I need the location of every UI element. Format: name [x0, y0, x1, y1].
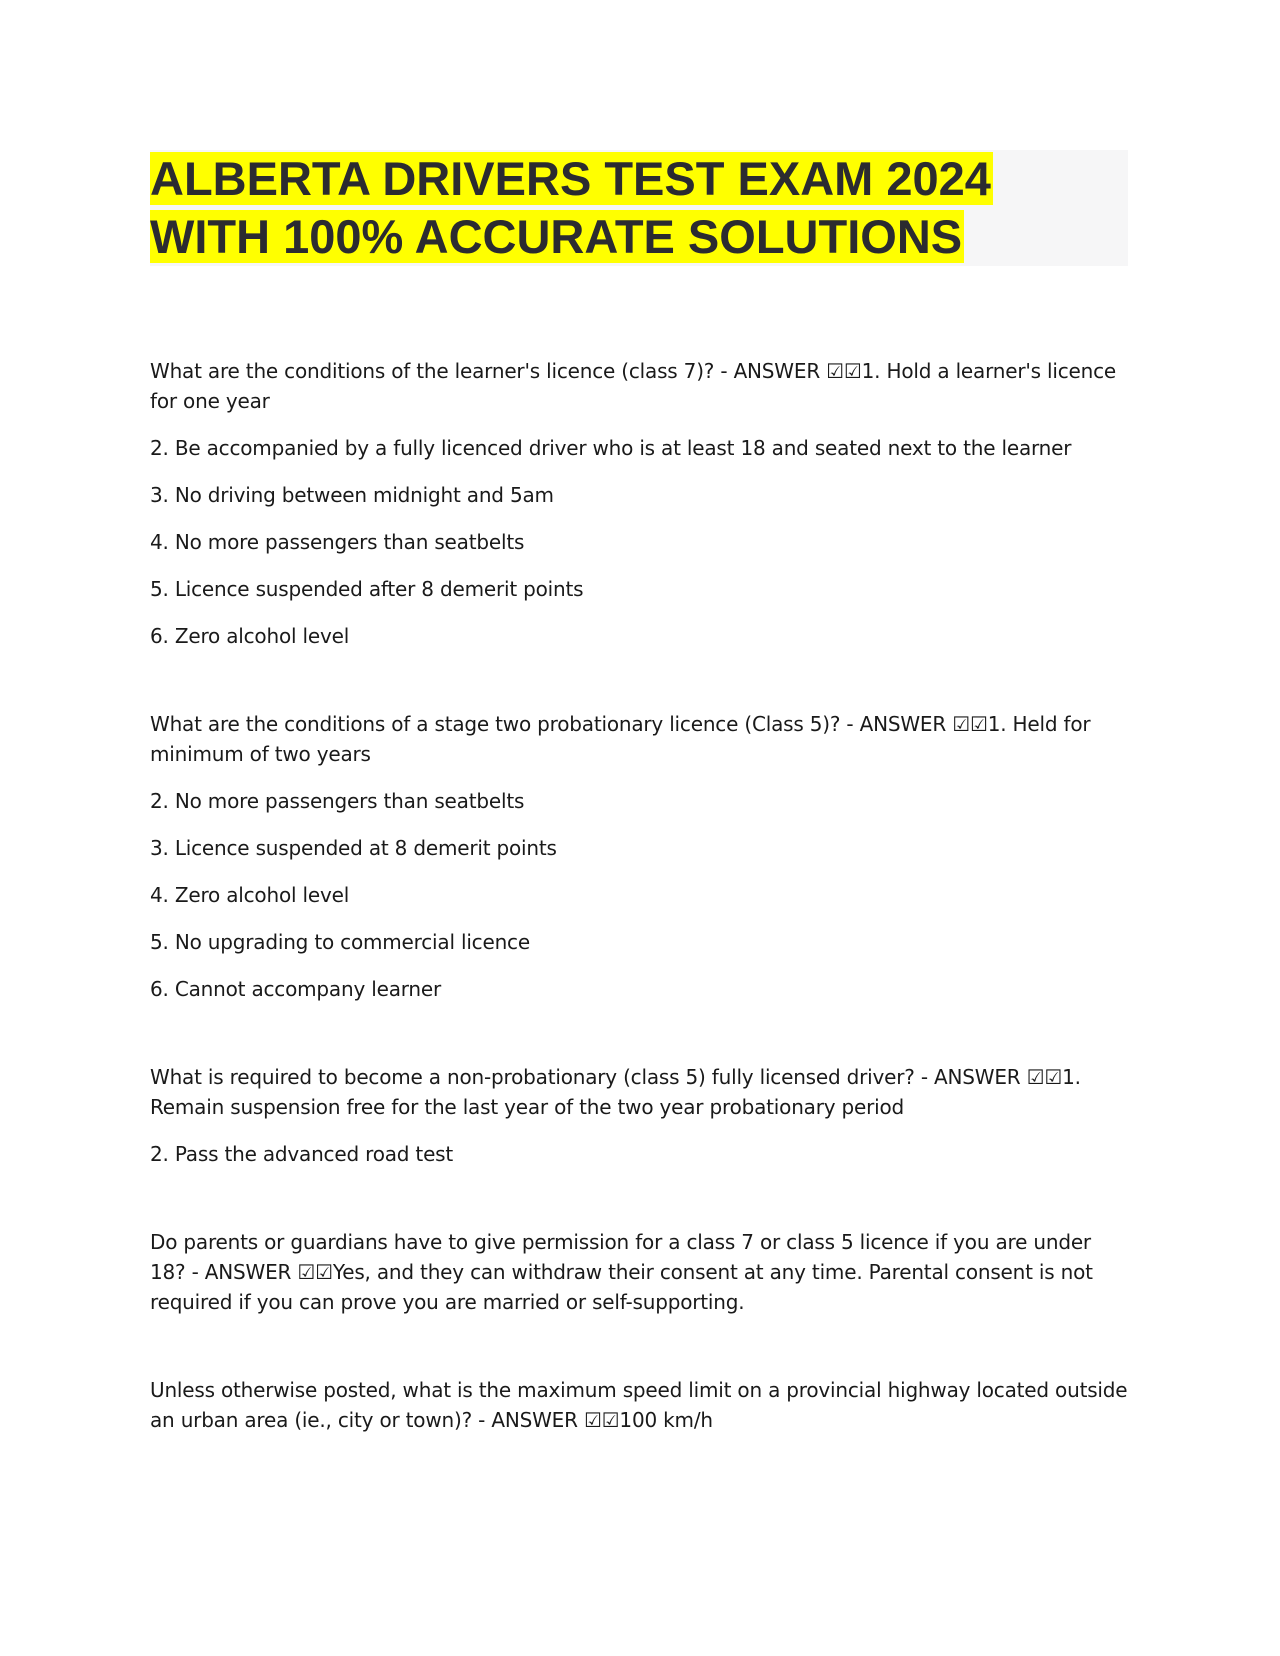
- question-text: Unless otherwise posted, what is the maximum speed limit on a provincial highway located outside an urban area (ie., city or town)? -: [150, 1378, 1128, 1432]
- qa-content: [150, 356, 1128, 1493]
- qa-block: [150, 709, 1128, 1004]
- answer-marker: ANSWER ☑☑: [204, 1260, 333, 1284]
- title-line-1: ALBERTA DRIVERS TEST EXAM 2024: [150, 152, 991, 205]
- answer-item: 2. Pass the advanced road test: [150, 1142, 454, 1166]
- qa-block: [150, 1227, 1128, 1317]
- question-text: Do parents or guardians have to give permission for a class 7 or class 5 licence if you are under 18? -: [150, 1230, 1091, 1284]
- answer-item: 5. Licence suspended after 8 demerit points: [150, 577, 584, 601]
- qa-block: [150, 1375, 1128, 1435]
- answer-text: 100 km/h: [619, 1408, 713, 1432]
- answer-text: 1. Hold a learner's licence for one year: [150, 359, 1117, 413]
- answer-item: 5. No upgrading to commercial licence: [150, 930, 530, 954]
- question-paragraph: [150, 709, 1128, 769]
- answer-item: 4. No more passengers than seatbelts: [150, 530, 525, 554]
- answer-item: 3. No driving between midnight and 5am: [150, 483, 554, 507]
- answer-marker: ANSWER ☑☑: [733, 359, 862, 383]
- answer-item: 6. Cannot accompany learner: [150, 977, 442, 1001]
- document-title: [150, 150, 1128, 266]
- answer-text: 1. Held for minimum of two years: [150, 712, 1091, 766]
- question-text: What is required to become a non-probationary (class 5) fully licensed driver? -: [150, 1065, 935, 1089]
- answer-marker: ANSWER ☑☑: [859, 712, 988, 736]
- answer-item: 4. Zero alcohol level: [150, 883, 350, 907]
- answer-text: 1. Remain suspension free for the last year of the two year probationary period: [150, 1065, 1081, 1119]
- answer-item: 2. No more passengers than seatbelts: [150, 789, 525, 813]
- answer-item: 2. Be accompanied by a fully licenced driver who is at least 18 and seated next to the learner: [150, 436, 1072, 460]
- answer-marker: ANSWER ☑☑: [491, 1408, 620, 1432]
- answer-marker: ANSWER ☑☑: [934, 1065, 1063, 1089]
- answer-text: Yes, and they can withdraw their consent at any time. Parental consent is not required if you can prove you are married or self-supporting.: [150, 1260, 1093, 1314]
- question-paragraph: [150, 1375, 1128, 1435]
- question-paragraph: [150, 1227, 1128, 1317]
- question-paragraph: [150, 356, 1128, 416]
- question-paragraph: [150, 1062, 1128, 1122]
- title-line-2: WITH 100% ACCURATE SOLUTIONS: [150, 210, 963, 263]
- answer-item: 3. Licence suspended at 8 demerit points: [150, 836, 557, 860]
- question-text: What are the conditions of the learner's licence (class 7)? -: [150, 359, 734, 383]
- question-text: What are the conditions of a stage two probationary licence (Class 5)? -: [150, 712, 860, 736]
- qa-block: [150, 1062, 1128, 1169]
- qa-block: [150, 356, 1128, 651]
- answer-item: 6. Zero alcohol level: [150, 624, 350, 648]
